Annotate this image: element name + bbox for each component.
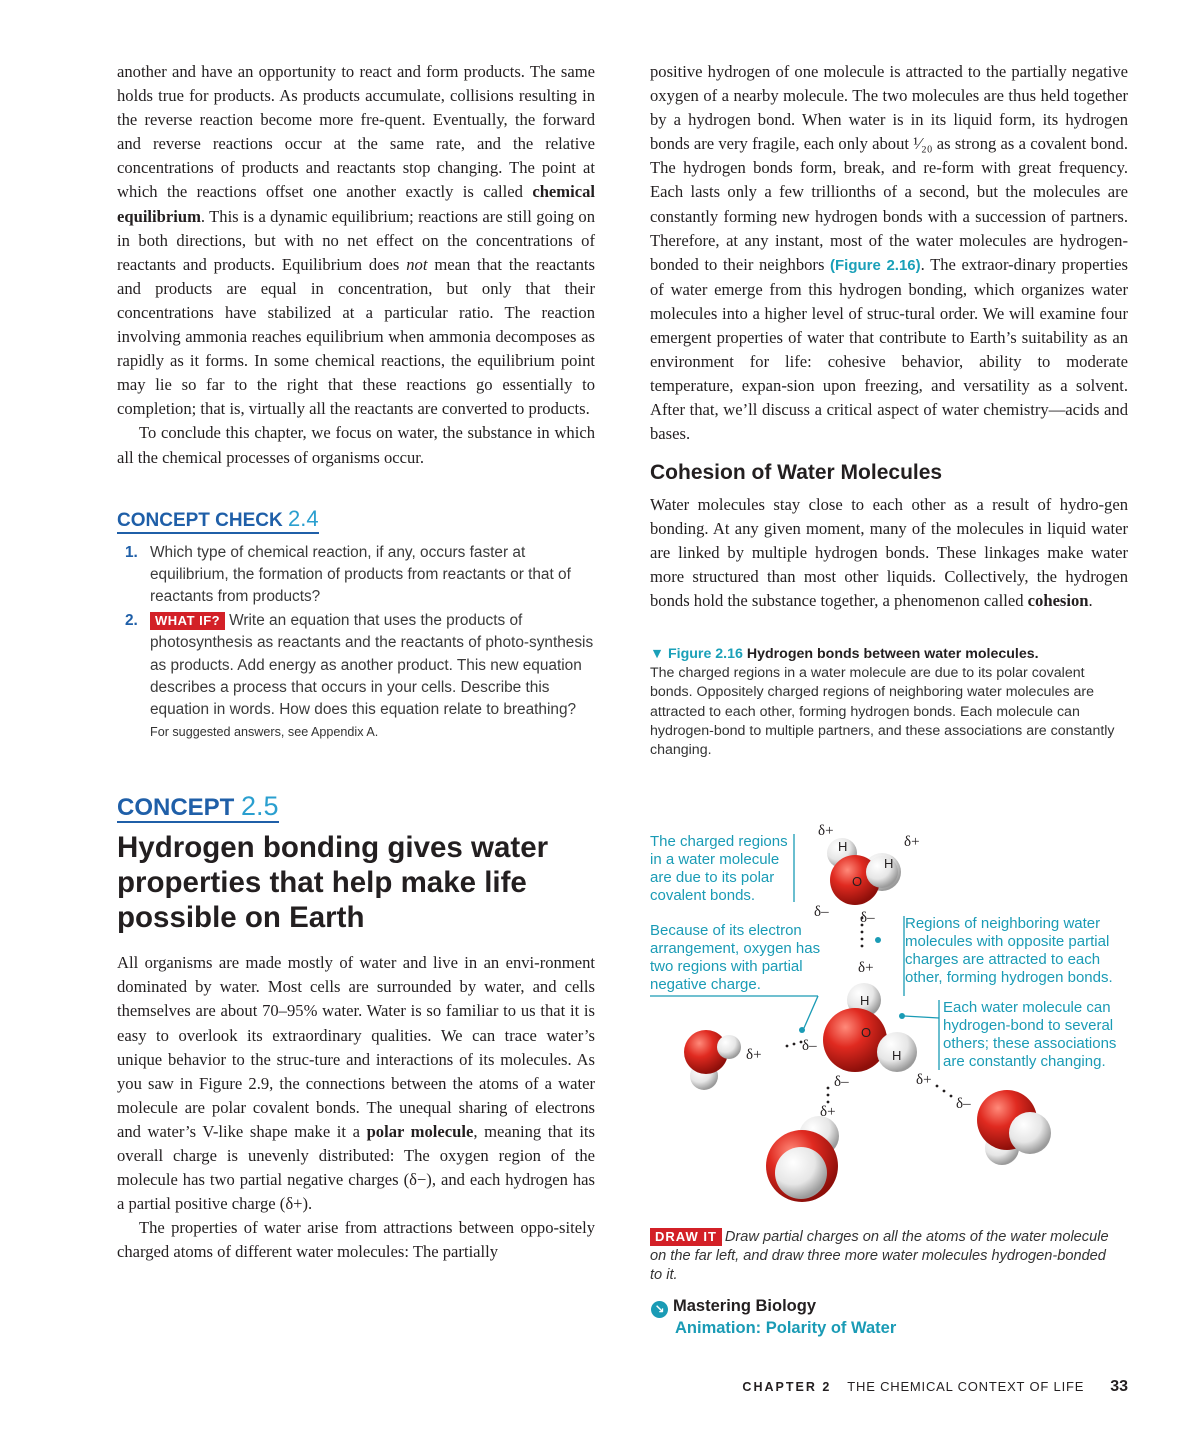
delta-plus-label: δ+	[858, 960, 874, 976]
paragraph-cohesion	[650, 493, 1128, 613]
emphasis-text: not	[406, 254, 428, 274]
key-term: polar molecule	[366, 1121, 474, 1141]
concept-check-list	[117, 542, 595, 722]
page-footer	[742, 1378, 1128, 1396]
atom-label-h: H	[892, 1048, 902, 1063]
mastering-brand: Mastering Biology	[673, 1297, 817, 1315]
mastering-biology-block	[651, 1296, 896, 1339]
figure-title: Hydrogen bonds between water molecules.	[746, 645, 1039, 662]
concept-label: CONCEPT	[117, 794, 235, 822]
paragraph-text: positive hydrogen of one molecule is attracted to the partially negative oxygen of a nearby molecule. The two molecules are thus held together by a hydrogen bond. When water is in its liquid form, its hydrogen bonds are very fragile, each only about ¹⁄₂₀ as strong as a covalent bond. The hydrogen bonds form, break, and re-form with great frequency. Each lasts only a few trillionths of a second, but the molecules are constantly forming new hydrogen bonds with a succession of partners. Therefore, at any instant, most of the water molecules are hydrogen-bonded to their neighbors	[650, 62, 1128, 274]
paragraph-organisms	[117, 951, 595, 1216]
paragraph-text: .	[1088, 590, 1093, 610]
footer-chapter-title: THE CHEMICAL CONTEXT OF LIFE	[847, 1379, 1085, 1394]
concept-heading	[117, 791, 595, 822]
concept-check-question	[117, 542, 595, 609]
delta-plus-label: δ+	[818, 823, 834, 839]
section-heading: Cohesion of Water Molecules	[650, 460, 943, 484]
delta-minus-label: δ–	[834, 1074, 849, 1090]
left-column	[117, 60, 595, 1264]
atom-label-o: O	[852, 874, 863, 889]
paragraph-equilibrium	[117, 60, 595, 421]
question-number: 2.	[125, 612, 138, 630]
footer-chapter: CHAPTER 2	[742, 1380, 832, 1394]
water-molecule-bottom	[766, 1116, 839, 1202]
delta-minus-label: δ–	[860, 910, 875, 926]
paragraph-conclude: To conclude this chapter, we focus on water, the substance in which all the chemical processes of organisms occur.	[117, 423, 595, 467]
paragraph-text: another and have an opportunity to react and form products. The same holds true for products. As products accumulate, collisions resulting in the reverse reaction become more fre-quent. Eventually, the forward and reverse reactions occur at the same rate, and the relative concentrations of products and reactants stop changing. The point at which the reactions offset one another exactly is called	[117, 62, 595, 202]
concept-check-question	[117, 610, 595, 721]
arrow-link-icon: ↘	[651, 1301, 668, 1318]
concept-title: Hydrogen bonding gives water properties that help make life possible on Earth	[117, 831, 549, 935]
figure-caption	[650, 645, 1128, 760]
draw-it-text: Draw partial charges on all the atoms of the water molecule on the far left, and draw three more water molecules hydrogen-bonded to it.	[650, 1229, 1109, 1283]
paragraph-text: mean that the reactants and products are equal in concentration, but only that their concentrations have stabilized at a particular ratio. The reaction involving ammonia reaches equilibrium when ammonia decomposes as rapidly as it forms. In some chemical reactions, the equilibrium point may lie so far to the right that these reactions go essentially to completion; that is, virtually all the reactants are converted to products.	[117, 254, 595, 419]
page-number: 33	[1110, 1378, 1128, 1395]
draw-it-badge: DRAW IT	[650, 1228, 722, 1246]
atom-label-h: H	[838, 839, 848, 854]
concept-check-label: CONCEPT CHECK	[117, 509, 283, 531]
paragraph-text: . The extraor-dinary properties of water emerge from this hydrogen bonding, which organizes water molecules into a higher level of struc-tural order. We will examine four emergent properties of water that contribute to Earth’s suitability as an environment for life: cohesive behavior, ability to moderate temperature, expan-sion upon freezing, and versatility as a solvent. After that, we’ll discuss a critical aspect of water chemistry—acids and bases.	[650, 254, 1129, 444]
atom-label-o: O	[861, 1025, 872, 1040]
concept-check-footnote: For suggested answers, see Appendix A.	[150, 725, 379, 740]
paragraph-text: . This is a dynamic equilibrium; reactions are still going on in both directions, but with no net effect on the concentrations of reactants and products. Equilibrium does	[117, 206, 595, 274]
question-text: Which type of chemical reaction, if any, occurs faster at equilibrium, the formation of products from reactants or that of reactants from products?	[150, 543, 571, 605]
concept-number: 2.5	[241, 791, 279, 822]
figure-caption-text: The charged regions in a water molecule are due to its polar covalent bonds. Oppositely charged regions of neighboring water molecules are attracted to each other, forming hydrogen bonds. Each molecule can hydrogen-bond to multiple partners, and these associations are constantly changing.	[650, 665, 1115, 758]
key-term: chemical equilibrium	[117, 182, 595, 226]
callout-multiple-partners: Each water molecule can hydrogen-bond to several others; these associations are constantly changing.	[943, 999, 1117, 1070]
callout-neighboring-regions: Regions of neighboring water molecules with opposite partial charges are attracted to each other, forming hydrogen bonds.	[905, 915, 1113, 986]
paragraph-text: Water molecules stay close to each other as a result of hydro-gen bonding. At any given moment, many of the molecules in liquid water are linked by multiple hydrogen bonds. These linkages make water more structured than most other liquids. Collectively, the hydrogen bonds hold the substance together, a phenomenon called	[650, 494, 1128, 610]
animation-link[interactable]: Animation: Polarity of Water	[675, 1319, 897, 1337]
paragraph-hydrogen-bond	[650, 60, 1128, 447]
callout-charged-regions: The charged regions in a water molecule are due to its polar covalent bonds.	[650, 833, 788, 904]
what-if-badge: WHAT IF?	[150, 612, 225, 630]
draw-it-exercise	[650, 1228, 1120, 1285]
key-term: cohesion	[1027, 590, 1089, 610]
figure-reference-link[interactable]: (Figure 2.16)	[830, 256, 921, 274]
atom-label-h: H	[860, 993, 870, 1008]
delta-minus-label: δ–	[802, 1038, 817, 1054]
concept-check-heading	[117, 506, 595, 532]
figure-number: ▼ Figure 2.16	[650, 645, 743, 662]
paragraph-properties: The properties of water arise from attractions between oppo-sitely charged atoms of different water molecules: The partially	[117, 1218, 595, 1262]
delta-plus-label: δ+	[746, 1047, 762, 1063]
paragraph-text: All organisms are made mostly of water and live in an envi-ronment dominated by water. Most cells are surrounded by water, and cells themselves are about 70–95% water. Water is so familiar to us that it is easy to overlook its extraordinary qualities. We can trace water’s unique behavior to the struc-ture and interactions of its molecules. As you saw in Figure 2.9, the connections between the atoms of a water molecule are polar covalent bonds. The unequal sharing of electrons and water’s V-like shape make it a	[117, 953, 595, 1141]
paragraph-text: , meaning that its overall charge is unevenly distributed: The oxygen region of the molecule has two partial negative charges (δ−), and each hydrogen has a partial positive charge (δ+).	[117, 1121, 595, 1214]
delta-plus-label: δ+	[904, 834, 920, 850]
question-number: 1.	[125, 543, 138, 561]
water-molecule-left	[684, 1030, 741, 1090]
atom-label-h: H	[884, 856, 894, 871]
concept-check-number: 2.4	[288, 505, 319, 531]
right-column	[650, 60, 1128, 760]
water-hydrogen-bond-figure	[642, 818, 1142, 1218]
water-molecule-right	[977, 1090, 1051, 1165]
delta-minus-label: δ–	[814, 904, 829, 920]
delta-minus-label: δ–	[956, 1096, 971, 1112]
question-text: Write an equation that uses the products of photosynthesis as reactants and the reactants of photo-synthesis as products. Add energy as another product. This new equation describes a process that occurs in your cells. Describe this equation in words. How does this equation relate to breathing?	[150, 612, 594, 719]
delta-plus-label: δ+	[916, 1072, 932, 1088]
delta-plus-label: δ+	[820, 1104, 836, 1120]
callout-oxygen-regions: Because of its electron arrangement, oxygen has two regions with partial negative charge.	[650, 922, 821, 993]
